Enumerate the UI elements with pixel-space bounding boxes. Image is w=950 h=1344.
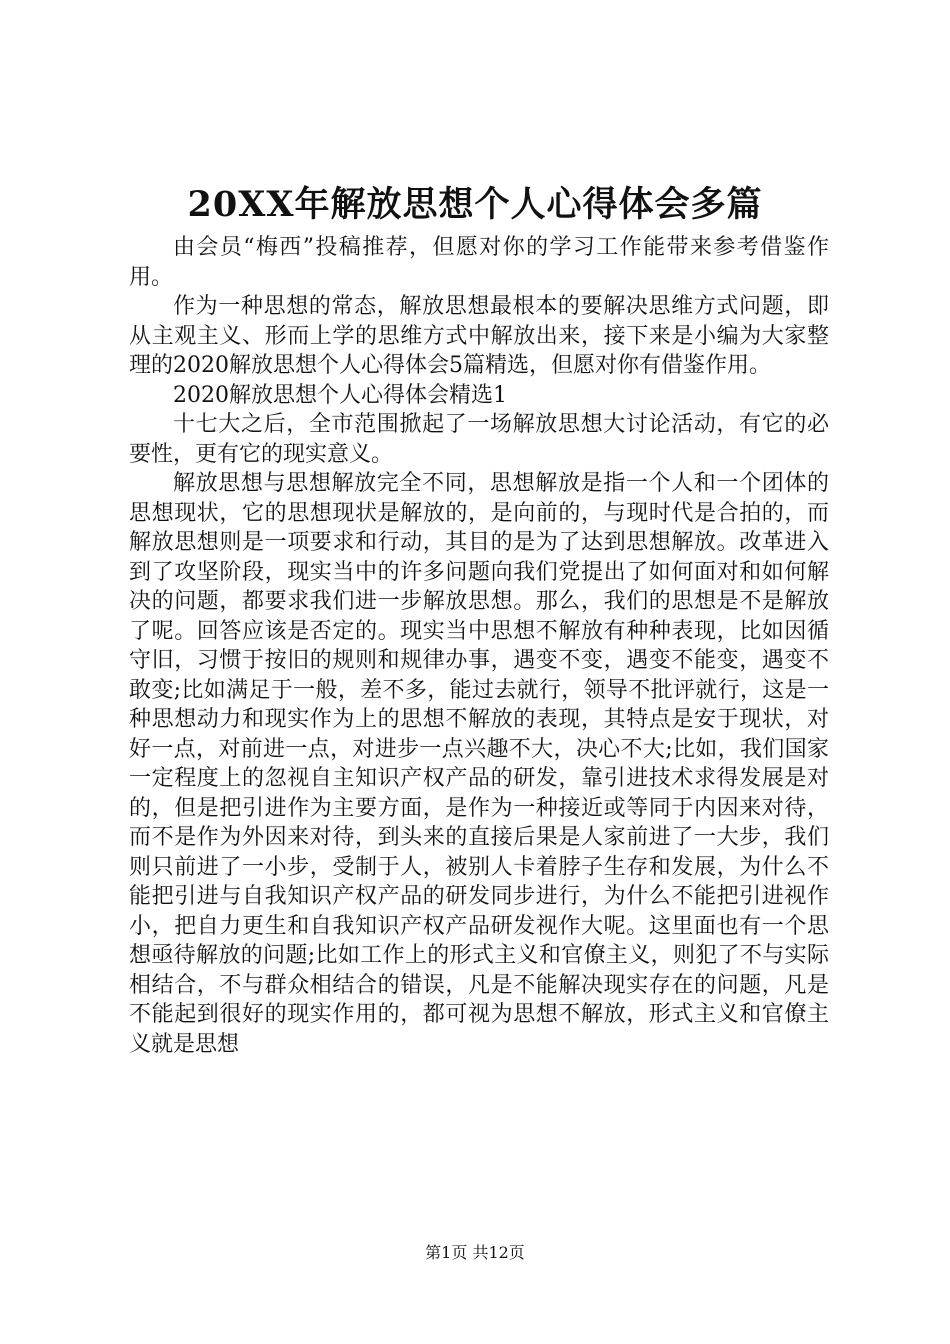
document-title: 20XX年解放思想个人心得体会多篇 bbox=[187, 184, 763, 225]
section-paragraph-1: 十七大之后，全市范围掀起了一场解放思想大讨论活动，有它的必要性，更有它的现实意义。 bbox=[129, 412, 829, 467]
page-footer: 第1页 共12页 bbox=[425, 1243, 525, 1262]
intro-paragraph-2: 作为一种思想的常态，解放思想最根本的要解决思维方式问题，即从主观主义、形而上学的思维方式中解放出来，接下来是小编为大家整理的2020解放思想个人心得体会5篇精选，但愿对你有借鉴作用。 bbox=[129, 294, 829, 378]
intro-paragraph-1: 由会员“梅西”投稿推荐，但愿对你的学习工作能带来参考借鉴作用。 bbox=[129, 235, 829, 290]
section-paragraph-2: 解放思想与思想解放完全不同，思想解放是指一个人和一个团体的思想现状，它的思想现状是解放的，是向前的，与现时代是合拍的，而解放思想则是一项要求和行动，其目的是为了达到思想解放。改革进入到了攻坚阶段，现实当中的许多问题向我们党提出了如何面对和如何解决的问题，都要求我们进一步解放思想。那么，我们的思想是不是解放了呢。回答应该是否定的。现实当中思想不解放有种种表现，比如因循守旧，习惯于按旧的规则和规律办事，遇变不变，遇变不能变，遇变不敢变;比如满足于一般，差不多，能过去就行，领导不批评就行，这是一种思想动力和现实作为上的思想不解放的表现，其特点是安于现状，对好一点，对前进一点，对进步一点兴趣不大，决心不大;比如，我们国家一定程度上的忽视自主知识产权产品的研发，靠引进技术求得发展是对的，但是把引进作为主要方面，是作为一种接近或等同于内因来对待，而不是作为外因来对待，到头来的直接后果是人家前进了一大步，我们则只前进了一小步，受制于人，被别人卡着脖子生存和发展，为什么不能把引进与自我知识产权产品的研发同步进行，为什么不能把引进视作小，把自力更生和自我知识产权产品研发视作大呢。这里面也有一个思想亟待解放的问题;比如工作上的形式主义和官僚主义，则犯了不与实际相结合，不与群众相结合的错误，凡是不能解决现实存在的问题，凡是不能起到很好的现实作用的，都可视为思想不解放，形式主义和官僚主义就是思想 bbox=[129, 471, 829, 1057]
section-heading: 2020解放思想个人心得体会精选1 bbox=[173, 382, 507, 408]
document-body bbox=[129, 233, 829, 1059]
